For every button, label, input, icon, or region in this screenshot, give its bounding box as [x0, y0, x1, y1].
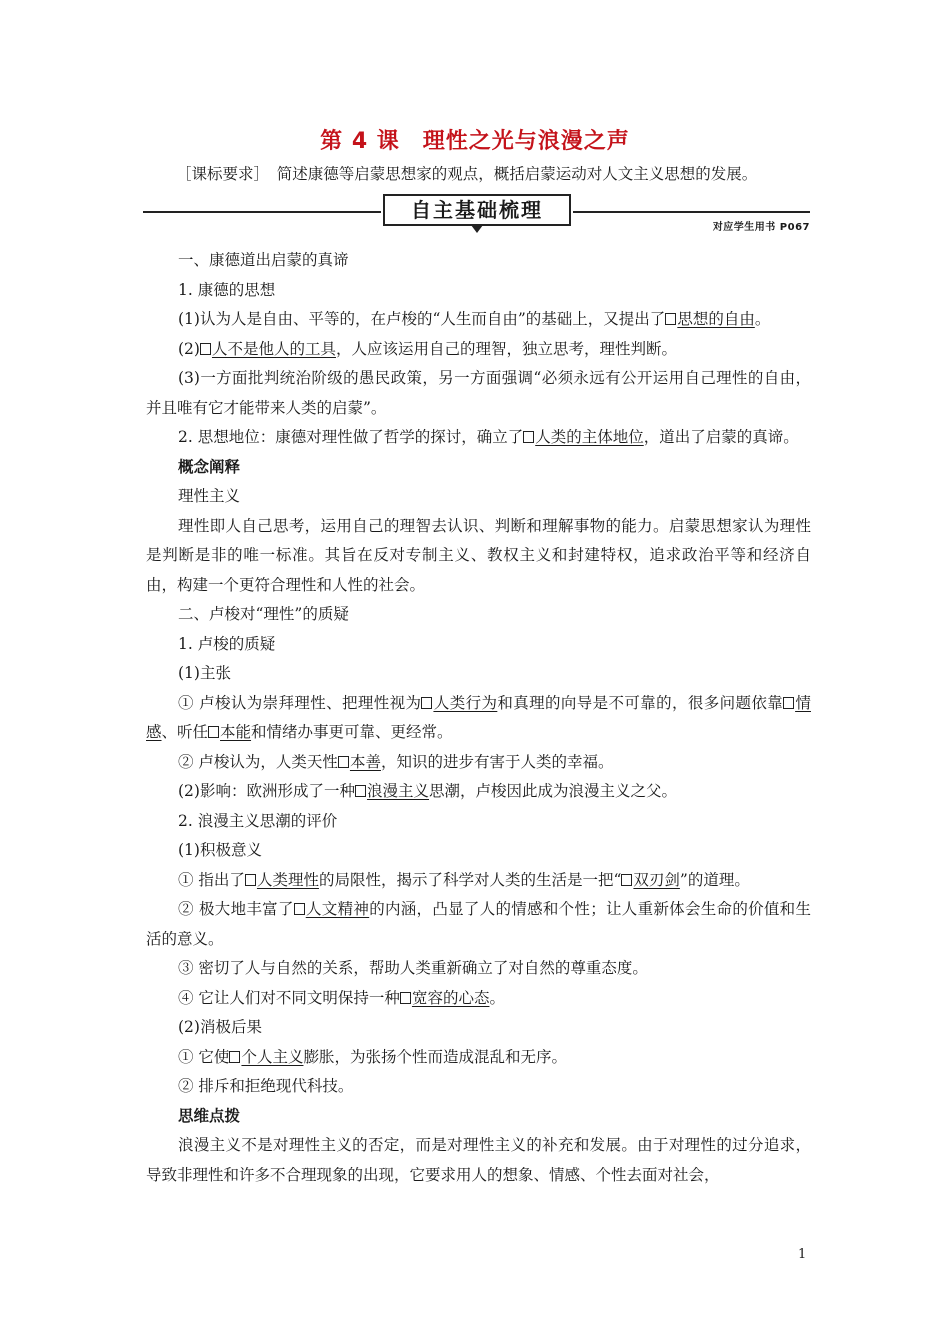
banner-page-reference: 对应学生用书 P067 — [712, 222, 810, 233]
answer-blank: 人类行为 — [433, 693, 498, 712]
paragraph: ① 卢梭认为崇拜理性、把理性视为 人类行为和真理的向导是不可靠的，很多问题依靠 情感、听任 本能和情绪办事更可靠、更经常。 — [146, 693, 811, 741]
subsection-heading: 1. 卢梭的质疑 — [178, 634, 276, 653]
section-heading: 一、康德道出启蒙的真谛 — [178, 251, 349, 269]
answer-blank: 思想的自由 — [677, 310, 755, 328]
paragraph: 2. 思想地位：康德对理性做了哲学的探讨，确立了 人类的主体地位，道出了启蒙的真谛。 — [178, 428, 799, 446]
answer-blank: 个人主义 — [241, 1047, 304, 1066]
answer-blank: 人文精神 — [305, 900, 370, 918]
answer-box-icon — [200, 343, 211, 355]
answer-box-icon — [400, 992, 411, 1004]
paragraph: ② 排斥和拒绝现代科技。 — [178, 1077, 354, 1095]
answer-blank: 本善 — [349, 752, 381, 771]
paragraph: (1)认为人是自由、平等的，在卢梭的“人生而自由”的基础上，又提出了 思想的自由。 — [178, 310, 771, 328]
document-body — [146, 246, 811, 1190]
answer-box-icon — [294, 903, 305, 915]
answer-blank: 情感 — [146, 693, 811, 741]
section-heading: 二、卢梭对“理性”的质疑 — [178, 605, 349, 623]
answer-box-icon — [421, 697, 432, 709]
thinking-tip-heading: 思维点拨 — [178, 1106, 241, 1125]
lesson-title: 第 4 课 理性之光与浪漫之声 — [320, 129, 630, 154]
paragraph: ④ 它让人们对不同文明保持一种 宽容的心态。 — [178, 988, 505, 1007]
paragraph: ① 它使 个人主义膨胀，为张扬个性而造成混乱和无序。 — [178, 1047, 567, 1066]
paragraph: ② 卢梭认为，人类天性 本善，知识的进步有害于人类的幸福。 — [178, 752, 614, 771]
paragraph: (3)一方面批判统治阶级的愚民政策，另一方面强调“必须永远有公开运用自己理性的自由，并且唯有它才能带来人类的启蒙”。 — [146, 369, 811, 417]
answer-box-icon — [208, 726, 219, 738]
paragraph: ③ 密切了人与自然的关系，帮助人类重新确立了对自然的尊重态度。 — [178, 959, 648, 977]
subsection-heading: 1. 康德的思想 — [178, 280, 276, 299]
banner-rule-right — [573, 211, 810, 213]
subsection-heading: 2. 浪漫主义思潮的评价 — [178, 811, 338, 830]
answer-box-icon — [245, 874, 256, 886]
answer-box-icon — [783, 697, 794, 709]
page-number: 1 — [798, 1247, 807, 1262]
answer-box-icon — [229, 1051, 240, 1063]
answer-blank: 人类的主体地位 — [535, 428, 644, 446]
subsection-heading: (1)主张 — [178, 664, 231, 682]
answer-blank: 双刃剑 — [633, 870, 680, 889]
concept-heading: 概念阐释 — [178, 457, 241, 476]
answer-box-icon — [338, 756, 349, 768]
banner-label: 自主基础梳理 — [383, 194, 571, 226]
answer-blank: 宽容的心态 — [411, 988, 490, 1007]
answer-blank: 人不是他人的工具 — [211, 339, 336, 358]
paragraph: (2)影响：欧洲形成了一种 浪漫主义思潮，卢梭因此成为浪漫主义之父。 — [178, 782, 677, 800]
concept-term: 理性主义 — [178, 487, 241, 505]
answer-box-icon — [523, 431, 534, 443]
concept-text: 理性即人自己思考，运用自己的理智去认识、判断和理解事物的能力。启蒙思想家认为理性是判断是非的唯一标准。其旨在反对专制主义、教权主义和封建特权，追求政治平等和经济自由，构建一个更符合理性和人性的社会。 — [146, 516, 811, 594]
answer-box-icon — [665, 313, 676, 325]
answer-box-icon — [621, 874, 632, 886]
answer-blank: 本能 — [220, 723, 252, 741]
paragraph: ② 极大地丰富了 人文精神的内涵，凸显了人的情感和个性；让人重新体会生命的价值和生活的意义。 — [146, 900, 811, 948]
thinking-tip-text: 浪漫主义不是对理性主义的否定，而是对理性主义的补充和发展。由于对理性的过分追求，导致非理性和许多不合理现象的出现，它要求用人的想象、情感、个性去面对社会， — [146, 1136, 811, 1184]
paragraph: (2) 人不是他人的工具，人应该运用自己的理智，独立思考，理性判断。 — [178, 339, 677, 358]
section-banner — [143, 194, 810, 234]
subsection-heading: (1)积极意义 — [178, 841, 262, 859]
paragraph: ① 指出了 人类理性的局限性，揭示了科学对人类的生活是一把“ 双刃剑”的道理。 — [178, 870, 750, 889]
answer-blank: 人类理性 — [256, 870, 319, 889]
curriculum-requirement: ［课标要求］ 简述康德等启蒙思想家的观点，概括启蒙运动对人文主义思想的发展。 — [176, 165, 758, 183]
answer-blank: 浪漫主义 — [366, 782, 429, 800]
answer-box-icon — [355, 785, 366, 797]
banner-rule-left — [143, 211, 381, 213]
subsection-heading: (2)消极后果 — [178, 1018, 262, 1036]
